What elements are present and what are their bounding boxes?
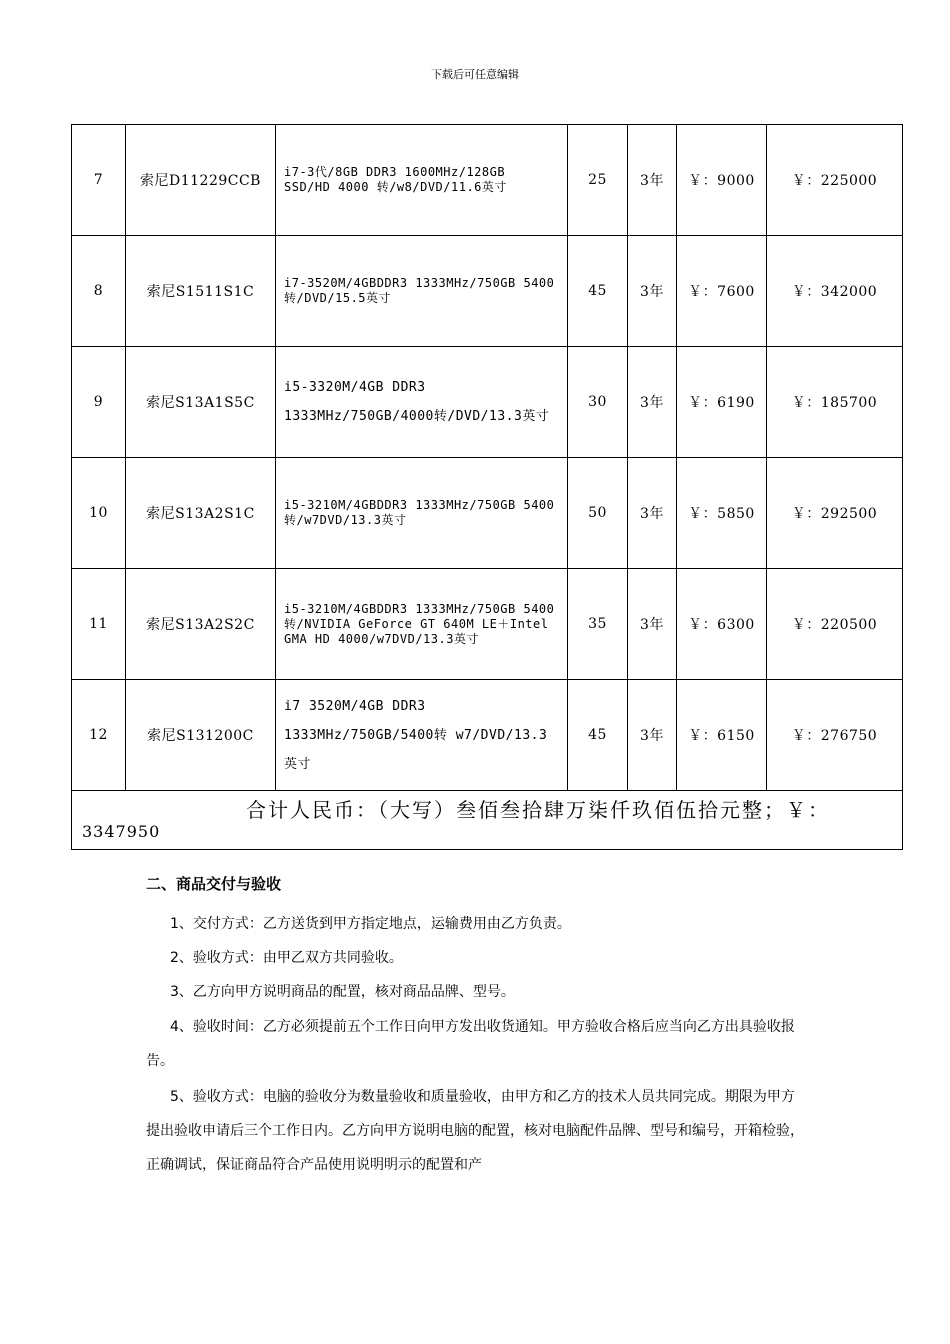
total-row <box>72 791 903 850</box>
table-row <box>72 680 903 791</box>
spec-cell: i5-3210M/4GBDDR3 1333MHz/750GB 5400转/w7DVD/13.3英寸 <box>276 458 568 569</box>
table-row <box>72 569 903 680</box>
spec-cell: i7-3520M/4GBDDR3 1333MHz/750GB 5400转/DVD/15.5英寸 <box>276 236 568 347</box>
table-row <box>72 236 903 347</box>
clause-4 <box>146 1010 806 1078</box>
spec-cell: i5-3210M/4GBDDR3 1333MHz/750GB 5400转/NVIDIA GeForce GT 640M LE＋Intel GMA HD 4000/w7DVD/13.3英寸 <box>276 569 568 680</box>
warranty-cell: 3年 <box>628 569 677 680</box>
unit-price-cell: ￥：6190 <box>677 347 767 458</box>
spec-cell: i5-3320M/4GB DDR3 1333MHz/750GB/4000转/DVD/13.3英寸 <box>276 347 568 458</box>
quantity-cell: 50 <box>568 458 628 569</box>
clause-3 <box>146 975 806 1009</box>
spec-cell: i7-3代/8GB DDR3 1600MHz/128GB SSD/HD 4000 转/w8/DVD/11.6英寸 <box>276 125 568 236</box>
total-cell <box>72 791 903 850</box>
unit-price-cell: ￥：6300 <box>677 569 767 680</box>
product-table <box>71 124 903 850</box>
warranty-cell: 3年 <box>628 458 677 569</box>
spec-cell: i7 3520M/4GB DDR3 1333MHz/750GB/5400转 w7/DVD/13.3英寸 <box>276 680 568 791</box>
unit-price-cell: ￥：9000 <box>677 125 767 236</box>
quantity-cell: 45 <box>568 680 628 791</box>
total-label: 合计人民币：（大写）叁佰叁拾肆万柒仟玖佰伍拾元整；￥： <box>246 798 830 822</box>
clause-text: 1、交付方式：乙方送货到甲方指定地点，运输费用由乙方负责。 <box>170 916 571 932</box>
clause-5 <box>146 1080 806 1182</box>
line-total-cell: ￥：220500 <box>767 569 903 680</box>
row-number: 8 <box>72 236 126 347</box>
quantity-cell: 25 <box>568 125 628 236</box>
clause-text: 5、验收方式：电脑的验收分为数量验收和质量验收，由甲方和乙方的技术人员共同完成。期限为甲方提出验收申请后三个工作日内。乙方向甲方说明电脑的配置，核对电脑配件品牌、型号和编号，开箱检验，正确调试，保证商品符合产品使用说明明示的配置和产 <box>146 1089 804 1173</box>
table-row <box>72 458 903 569</box>
clause-2 <box>146 941 806 975</box>
line-total-cell: ￥：185700 <box>767 347 903 458</box>
row-number: 11 <box>72 569 126 680</box>
quantity-cell: 35 <box>568 569 628 680</box>
total-amount: 3347950 <box>82 822 161 841</box>
model-cell: 索尼D11229CCB <box>126 125 276 236</box>
row-number: 12 <box>72 680 126 791</box>
quantity-cell: 45 <box>568 236 628 347</box>
warranty-cell: 3年 <box>628 680 677 791</box>
section-title: 二、商品交付与验收 <box>146 875 282 893</box>
model-cell: 索尼S13A1S5C <box>126 347 276 458</box>
unit-price-cell: ￥：7600 <box>677 236 767 347</box>
quantity-cell: 30 <box>568 347 628 458</box>
warranty-cell: 3年 <box>628 236 677 347</box>
unit-price-cell: ￥：6150 <box>677 680 767 791</box>
row-number: 7 <box>72 125 126 236</box>
unit-price-cell: ￥：5850 <box>677 458 767 569</box>
line-total-cell: ￥：292500 <box>767 458 903 569</box>
line-total-cell: ￥：342000 <box>767 236 903 347</box>
row-number: 10 <box>72 458 126 569</box>
line-total-cell: ￥：276750 <box>767 680 903 791</box>
model-cell: 索尼S13A2S2C <box>126 569 276 680</box>
clause-1 <box>146 907 806 941</box>
warranty-cell: 3年 <box>628 125 677 236</box>
table-row <box>72 347 903 458</box>
row-number: 9 <box>72 347 126 458</box>
model-cell: 索尼S131200C <box>126 680 276 791</box>
page-header: 下载后可任意编辑 <box>431 68 519 81</box>
line-total-cell: ￥：225000 <box>767 125 903 236</box>
warranty-cell: 3年 <box>628 347 677 458</box>
model-cell: 索尼S1511S1C <box>126 236 276 347</box>
clause-text: 4、验收时间：乙方必须提前五个工作日向甲方发出收货通知。甲方验收合格后应当向乙方出具验收报告。 <box>146 1019 795 1069</box>
clause-text: 3、乙方向甲方说明商品的配置，核对商品品牌、型号。 <box>170 984 515 1000</box>
clause-text: 2、验收方式：由甲乙双方共同验收。 <box>170 950 403 966</box>
model-cell: 索尼S13A2S1C <box>126 458 276 569</box>
table-row <box>72 125 903 236</box>
